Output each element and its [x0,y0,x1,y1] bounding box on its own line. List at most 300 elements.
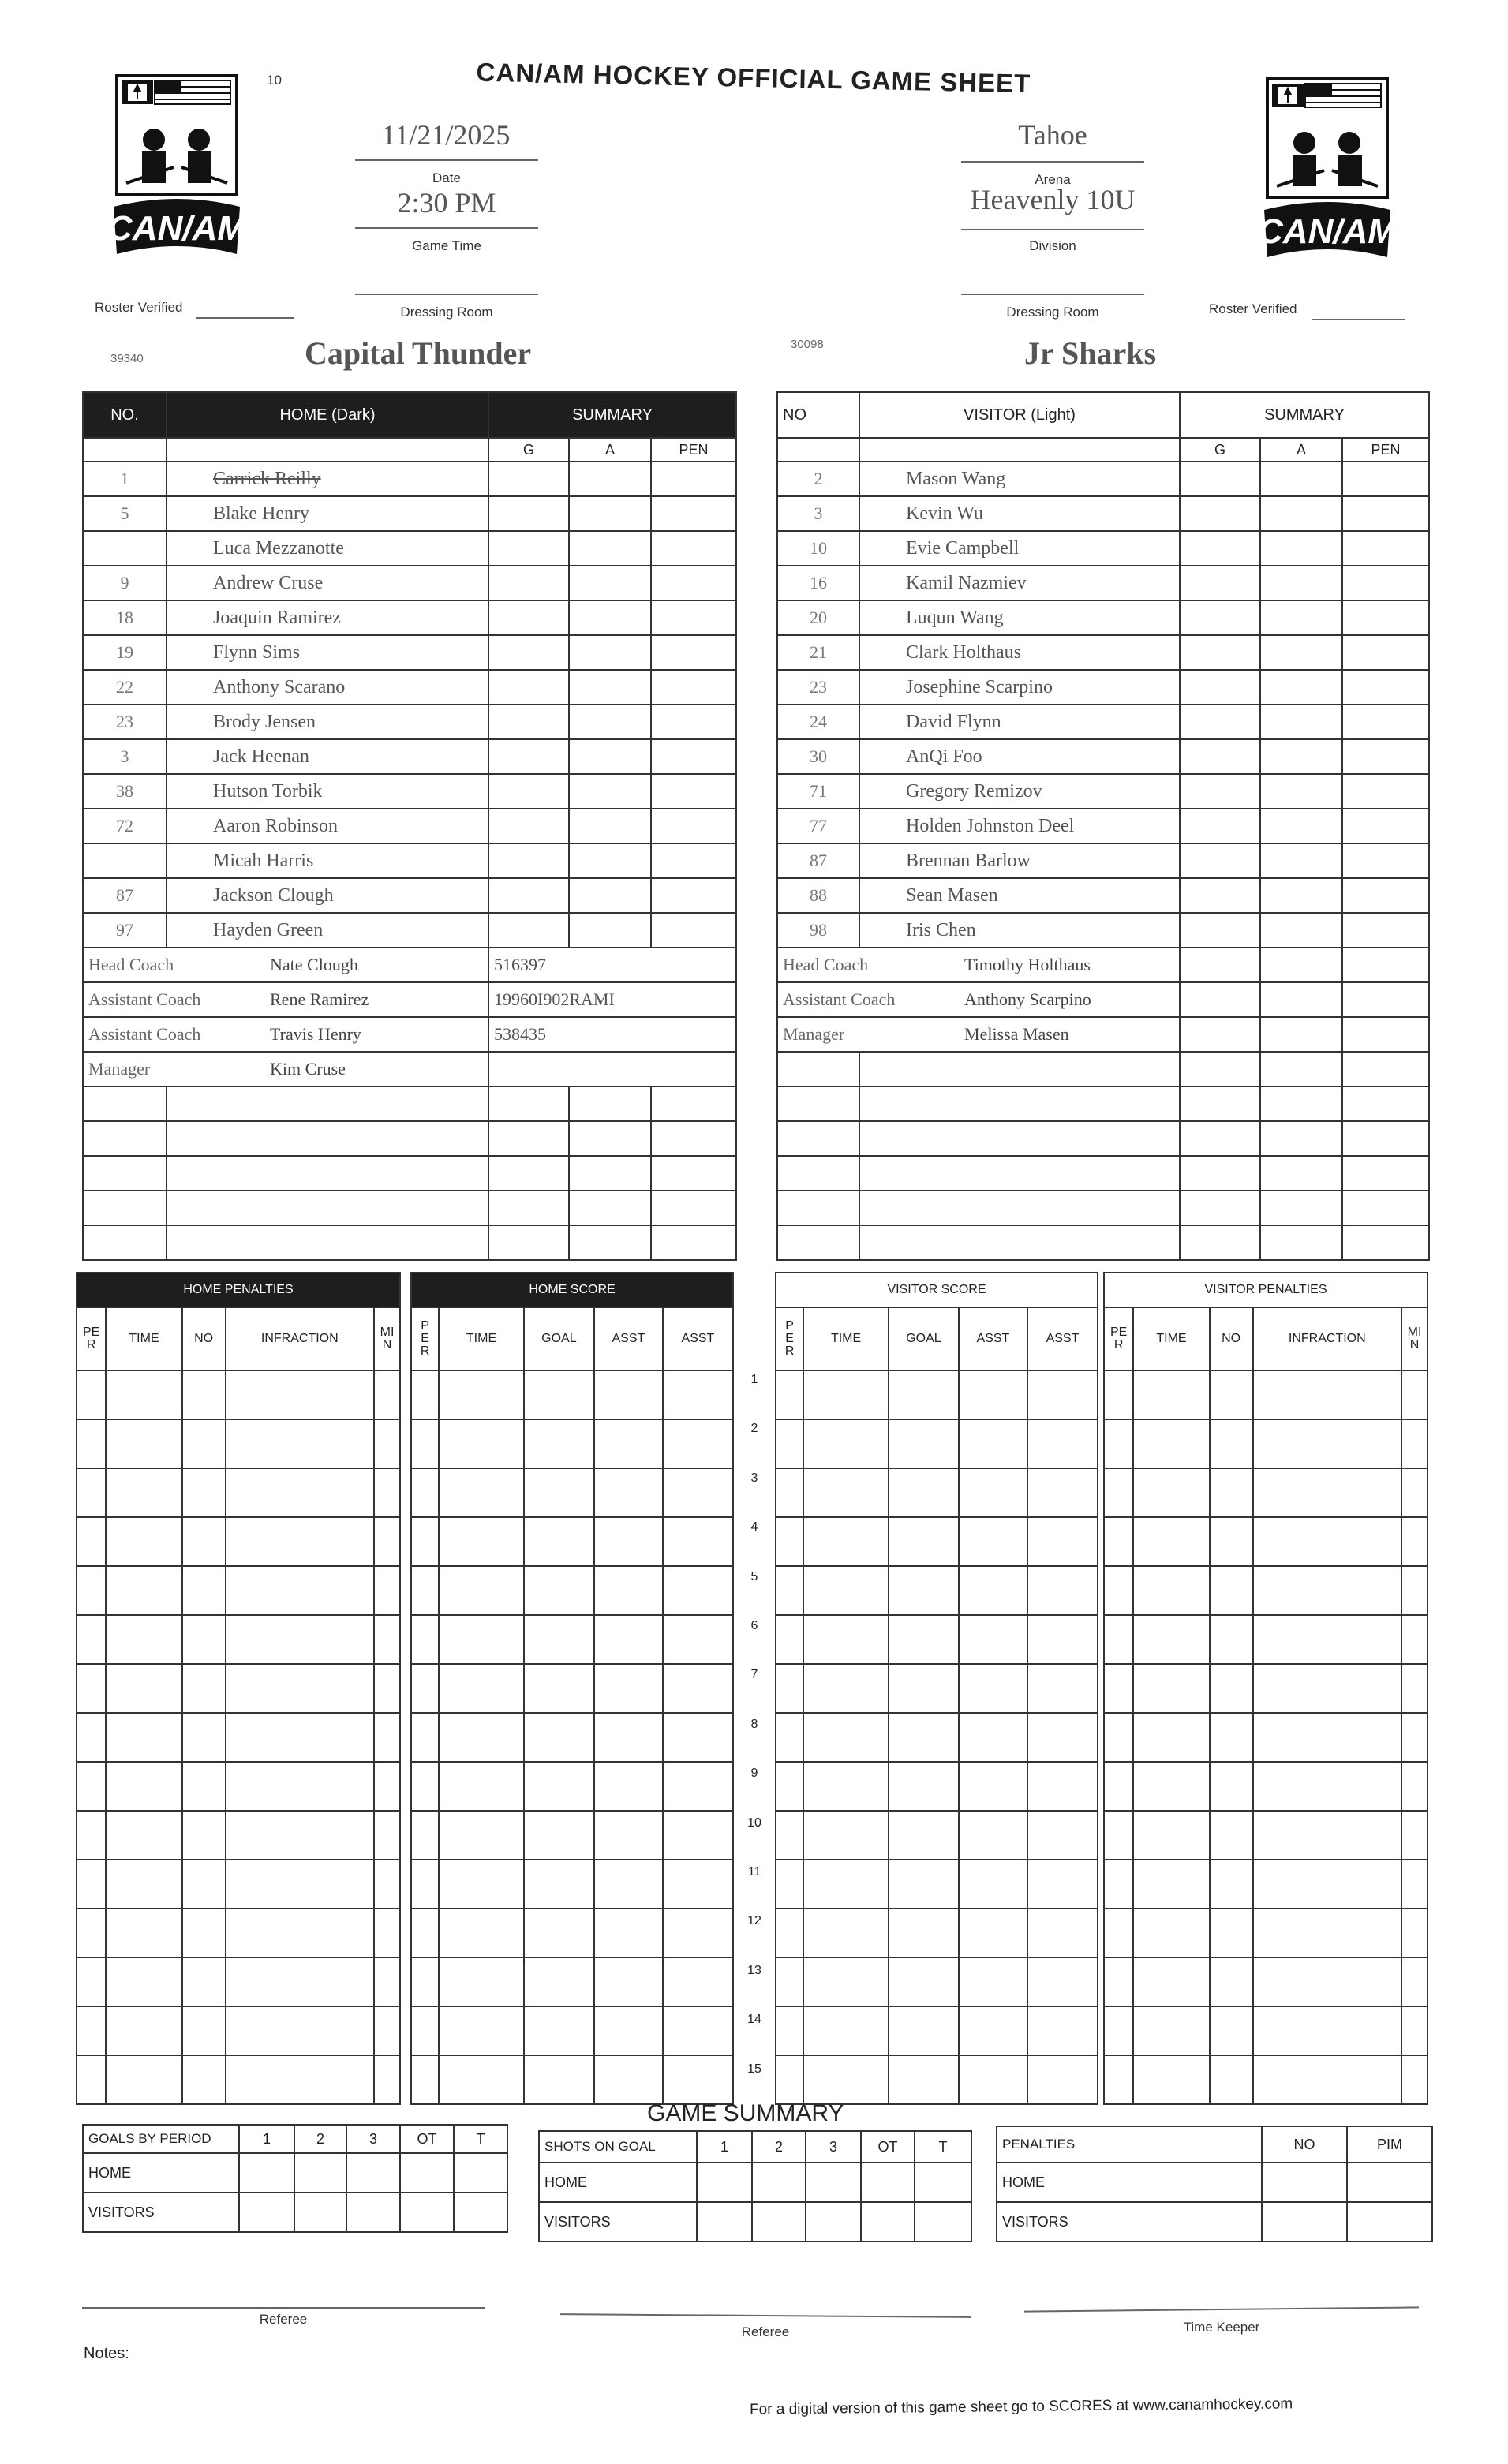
penalties-home-label: HOME [997,2163,1262,2202]
period-row-number: 8 [750,1717,758,1731]
visitor-player-row [777,809,1429,843]
player-number: 71 [777,774,859,809]
goals-visitors-label: VISITORS [83,2193,239,2232]
period-row-number: 4 [750,1520,758,1535]
score-row [77,1713,400,1762]
visitor-player-row [777,913,1429,948]
player-name: Aaron Robinson [167,809,488,843]
stat-cell [1260,496,1342,531]
stat-cell [1180,705,1260,739]
svg-text:CAN/AM: CAN/AM [1261,212,1394,251]
sheet-title: CAN/AM HOCKEY OFFICIAL GAME SHEET [476,57,1031,99]
home-staff-row [83,1052,736,1086]
home-pen-infraction: INFRACTION [226,1307,375,1370]
player-number: 23 [83,705,167,739]
time-keeper-label: Time Keeper [1183,2320,1260,2335]
home-player-row [83,739,736,774]
home-player-row [83,670,736,705]
shots-visitors-label: VISITORS [539,2202,697,2242]
home-staff-row [83,1017,736,1052]
score-row [1104,1957,1428,2006]
score-row [411,1713,733,1762]
home-player-row [83,809,736,843]
stat-cell [1342,739,1429,774]
home-staff-row [83,982,736,1017]
stat-cell [488,705,569,739]
score-row [77,1615,400,1664]
player-number [83,531,167,566]
home-player-row [83,705,736,739]
player-number: 97 [83,913,167,948]
stat-cell [1180,600,1260,635]
stat-cell [1180,635,1260,670]
home-player-row [83,774,736,809]
stat-cell [1260,878,1342,913]
stat-cell [1180,913,1260,948]
stat-cell [1342,496,1429,531]
visitor-col-g: G [1180,438,1260,462]
stat-cell [1260,635,1342,670]
score-row [776,1860,1098,1909]
stat-cell [1342,462,1429,496]
score-row [411,1664,733,1713]
player-number: 16 [777,566,859,600]
home-col-a: A [569,438,651,462]
player-name: Gregory Remizov [859,774,1180,809]
shots-period-3-label: 3 [806,2131,861,2163]
visitor-score-title: VISITOR SCORE [776,1273,1098,1307]
stat-cell [488,774,569,809]
staff-id [488,1052,736,1086]
score-row [1104,1762,1428,1811]
staff-role: Assistant Coach [783,989,896,1009]
arena-value: Tahoe [1018,119,1087,151]
stat-cell [488,566,569,600]
stat-cell [569,600,651,635]
stat-cell [569,705,651,739]
penalties-summary-table [996,2126,1433,2242]
period-row-number: 9 [750,1767,758,1781]
player-name: Sean Masen [859,878,1180,913]
notes-label: Notes: [84,2345,129,2362]
visitor-col-no: NO [777,392,859,438]
home-team-name: Capital Thunder [305,335,532,371]
period-row-number: 6 [750,1619,758,1632]
staff-id: 516397 [488,948,736,982]
visitor-roster-verified: Roster Verified [1209,301,1297,316]
player-number: 30 [777,739,859,774]
staff-role: Assistant Coach [88,1024,201,1044]
stat-cell [488,670,569,705]
visitor-col-summary: SUMMARY [1180,392,1429,438]
stat-cell [1342,774,1429,809]
stat-cell [569,566,651,600]
visitor-score-table [775,1272,1098,2105]
score-row [776,1419,1098,1468]
goals-home-label: HOME [83,2153,239,2193]
stat-cell [651,774,736,809]
score-row [411,1566,733,1615]
visitor-roster-table [776,391,1430,1261]
visitor-team-id: 30098 [791,338,824,351]
visitor-col-pen: PEN [1342,438,1429,462]
blank-row [777,1052,1429,1086]
period-row-number: 14 [747,2013,761,2027]
player-number: 72 [83,809,167,843]
player-number: 88 [777,878,859,913]
stat-cell [1180,774,1260,809]
stat-cell [1260,670,1342,705]
score-row [776,1713,1098,1762]
corner-mark: 10 [267,73,282,88]
visitor-player-row [777,670,1429,705]
player-name: Hutson Torbik [167,774,488,809]
stat-cell [1180,531,1260,566]
score-row [776,2006,1098,2055]
period-row-number: 10 [747,1815,761,1830]
visitor-staff-row [777,1017,1429,1052]
player-number: 23 [777,670,859,705]
date-label: Date [432,170,461,185]
stat-cell [488,878,569,913]
player-name: Jack Heenan [167,739,488,774]
stat-cell [651,705,736,739]
visitor-player-row [777,843,1429,878]
score-row [411,1957,733,2006]
player-number: 77 [777,809,859,843]
home-player-row [83,600,736,635]
player-name: Iris Chen [859,913,1180,948]
division-label: Division [1029,238,1076,253]
shots-period-1-label: 1 [697,2131,752,2163]
visitor-score-asst1: ASST [959,1307,1027,1370]
score-row [776,1811,1098,1860]
player-number: 87 [83,878,167,913]
score-row [776,1664,1098,1713]
canam-logo-right [1261,76,1394,265]
player-number: 21 [777,635,859,670]
period-2-label: 2 [294,2125,346,2153]
stat-cell [651,739,736,774]
period-row-number: 3 [750,1471,758,1485]
division-value: Heavenly 10U [970,184,1136,215]
visitor-pen-min: MIN [1401,1307,1428,1370]
staff-name: Travis Henry [270,1024,361,1044]
score-row [1104,1811,1428,1860]
score-row [776,1957,1098,2006]
period-row-number: 2 [750,1422,758,1436]
visitor-score-asst2: ASST [1027,1307,1098,1370]
visitor-player-row [777,566,1429,600]
visitor-penalties-table [1103,1272,1428,2105]
score-row [77,1419,400,1468]
stat-cell [1180,496,1260,531]
home-player-row [83,496,736,531]
digital-version-note: For a digital version of this game sheet go to SCORES at www.canamhockey.com [749,2395,1293,2418]
home-col-pen: PEN [651,438,736,462]
period-row-number: 11 [747,1865,761,1879]
period-row-number: 5 [750,1569,758,1583]
period-row-number: 12 [747,1914,761,1928]
referee-2-label: Referee [741,2324,790,2339]
stat-cell [1180,739,1260,774]
score-row [1104,2055,1428,2104]
home-score-asst1: ASST [594,1307,663,1370]
visitor-penalties-title: VISITOR PENALTIES [1104,1273,1428,1307]
player-name: Blake Henry [167,496,488,531]
stat-cell [488,600,569,635]
stat-cell [1180,566,1260,600]
stat-cell [1260,566,1342,600]
player-name: AnQi Foo [859,739,1180,774]
player-name: Evie Campbell [859,531,1180,566]
visitor-dressing-room-label: Dressing Room [1006,305,1099,320]
score-row [776,1615,1098,1664]
stat-cell [651,531,736,566]
game-summary-title: GAME SUMMARY [647,2100,844,2126]
stat-cell [569,739,651,774]
period-row-number: 13 [747,1963,761,1977]
score-row [411,1811,733,1860]
svg-text:CAN/AM: CAN/AM [110,209,243,248]
player-name: Luqun Wang [859,600,1180,635]
period-total-label: T [454,2125,507,2153]
stat-cell [651,600,736,635]
player-name: Holden Johnston Deel [859,809,1180,843]
shots-on-goal-table [538,2130,972,2242]
staff-id: 19960I902RAMI [488,982,736,1017]
player-number: 5 [83,496,167,531]
stat-cell [569,809,651,843]
player-number: 20 [777,600,859,635]
shots-period-total-label: T [915,2131,971,2163]
stat-cell [1260,705,1342,739]
stat-cell [1180,670,1260,705]
home-player-row [83,843,736,878]
blank-row [777,1121,1429,1156]
player-number: 1 [83,462,167,496]
visitor-player-row [777,705,1429,739]
stat-cell [1342,913,1429,948]
canam-logo-left [110,73,243,262]
player-number [83,843,167,878]
player-name: Andrew Cruse [167,566,488,600]
player-name: Luca Mezzanotte [167,531,488,566]
home-team-id: 39340 [110,352,144,365]
staff-name: Rene Ramirez [270,989,369,1009]
player-name: Mason Wang [859,462,1180,496]
staff-role: Manager [88,1059,151,1079]
score-row [77,1517,400,1566]
player-name: Kevin Wu [859,496,1180,531]
goals-by-period-table [82,2124,508,2233]
stat-cell [569,670,651,705]
player-name: Clark Holthaus [859,635,1180,670]
home-roster-verified: Roster Verified [95,300,183,315]
player-name: Jackson Clough [167,878,488,913]
score-row [77,1811,400,1860]
stat-cell [651,462,736,496]
player-name: Micah Harris [167,843,488,878]
score-row [776,1566,1098,1615]
score-row [776,1370,1098,1419]
stat-cell [1342,600,1429,635]
home-col-no: NO. [83,392,167,438]
visitor-player-row [777,774,1429,809]
score-row [411,1517,733,1566]
player-name: Hayden Green [167,913,488,948]
stat-cell [488,739,569,774]
player-name: Josephine Scarpino [859,670,1180,705]
stat-cell [1342,809,1429,843]
score-row [411,1370,733,1419]
score-row [77,1762,400,1811]
score-row [411,2055,733,2104]
blank-row [777,1156,1429,1191]
blank-row [83,1225,736,1260]
period-row-number: 7 [750,1668,758,1682]
game-time-label: Game Time [412,238,481,253]
stat-cell [651,913,736,948]
blank-row [777,1086,1429,1121]
stat-cell [651,635,736,670]
home-penalties-table [76,1272,401,2105]
visitor-score-goal: GOAL [889,1307,959,1370]
stat-cell [1342,843,1429,878]
stat-cell [651,878,736,913]
score-row [1104,1468,1428,1517]
period-row-number: 1 [750,1373,758,1386]
stat-cell [569,531,651,566]
stat-cell [651,670,736,705]
score-row [77,1566,400,1615]
staff-role: Head Coach [783,955,869,974]
home-col-g: G [488,438,569,462]
blank-row [777,1191,1429,1225]
score-row [1104,1566,1428,1615]
referee-1-label: Referee [259,2312,308,2327]
score-row [776,1517,1098,1566]
player-number: 2 [777,462,859,496]
staff-role: Head Coach [88,955,174,974]
staff-role: Assistant Coach [88,989,201,1009]
player-name: Joaquin Ramirez [167,600,488,635]
visitor-pen-per: PER [1104,1307,1133,1370]
score-row [411,1419,733,1468]
player-number: 10 [777,531,859,566]
staff-name: Timothy Holthaus [964,955,1091,974]
score-row [77,1909,400,1957]
score-row [1104,2006,1428,2055]
player-name: Brennan Barlow [859,843,1180,878]
player-number: 22 [83,670,167,705]
visitor-score-time: TIME [803,1307,889,1370]
score-row [411,2006,733,2055]
home-col-summary: SUMMARY [488,392,736,438]
period-row-number: 15 [747,2062,761,2076]
stat-cell [488,635,569,670]
home-score-asst2: ASST [663,1307,733,1370]
score-row [776,1909,1098,1957]
shots-on-goal-label: SHOTS ON GOAL [539,2131,697,2163]
shots-home-label: HOME [539,2163,697,2202]
staff-name: Kim Cruse [270,1059,346,1079]
home-col-name: HOME (Dark) [167,392,488,438]
home-pen-no: NO [182,1307,226,1370]
score-row [1104,1419,1428,1468]
score-row [77,1370,400,1419]
arena-label: Arena [1035,172,1071,187]
visitor-team-name: Jr Sharks [1024,335,1157,371]
penalties-pim-label: PIM [1347,2126,1432,2163]
blank-row [83,1191,736,1225]
score-row [77,1664,400,1713]
home-player-row [83,531,736,566]
player-name: Anthony Scarano [167,670,488,705]
stat-cell [1342,566,1429,600]
score-row [776,1762,1098,1811]
stat-cell [1180,462,1260,496]
home-roster-table [82,391,737,1261]
stat-cell [1260,913,1342,948]
home-player-row [83,913,736,948]
penalties-summary-label: PENALTIES [997,2126,1262,2163]
score-row [411,1860,733,1909]
player-name: Flynn Sims [167,635,488,670]
player-name: David Flynn [859,705,1180,739]
staff-role: Manager [783,1024,845,1044]
score-row [1104,1370,1428,1419]
stat-cell [488,843,569,878]
stat-cell [569,913,651,948]
visitor-player-row [777,739,1429,774]
home-player-row [83,635,736,670]
visitor-player-row [777,531,1429,566]
penalties-visitors-label: VISITORS [997,2202,1262,2242]
player-number: 9 [83,566,167,600]
stat-cell [1342,705,1429,739]
staff-id: 538435 [488,1017,736,1052]
player-name: Kamil Nazmiev [859,566,1180,600]
home-staff-row [83,948,736,982]
stat-cell [488,496,569,531]
stat-cell [488,809,569,843]
score-row [77,1957,400,2006]
period-3-label: 3 [346,2125,400,2153]
score-row [1104,1713,1428,1762]
visitor-col-a: A [1260,438,1342,462]
home-dressing-room-label: Dressing Room [400,305,493,320]
stat-cell [651,496,736,531]
stat-cell [569,635,651,670]
player-number: 87 [777,843,859,878]
home-pen-per: PER [77,1307,106,1370]
canam-logo-icon [110,73,243,262]
stat-cell [569,462,651,496]
home-pen-min: MIN [374,1307,400,1370]
stat-cell [569,496,651,531]
visitor-pen-infraction: INFRACTION [1253,1307,1402,1370]
visitor-player-row [777,600,1429,635]
home-score-per: PER [411,1307,439,1370]
player-number: 3 [777,496,859,531]
penalties-no-label: NO [1262,2126,1347,2163]
home-pen-time: TIME [106,1307,181,1370]
player-number: 98 [777,913,859,948]
blank-row [83,1121,736,1156]
stat-cell [1342,878,1429,913]
stat-cell [1260,600,1342,635]
